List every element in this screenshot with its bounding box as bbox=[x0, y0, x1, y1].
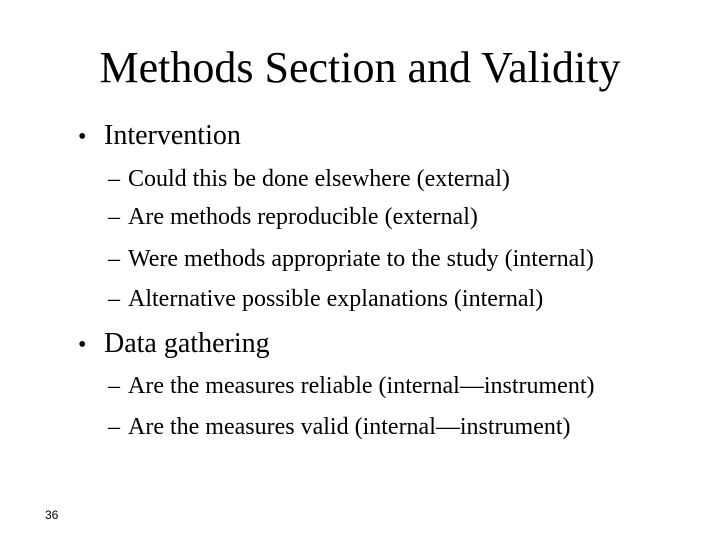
dash-marker: – bbox=[108, 166, 120, 192]
sub-item bbox=[108, 245, 594, 273]
dash-marker: – bbox=[108, 414, 120, 440]
bullet-label: Data gathering bbox=[104, 328, 270, 359]
bullet-marker: • bbox=[78, 124, 87, 150]
sub-item bbox=[108, 372, 595, 400]
sub-item-text: Are the measures valid (internal—instrument) bbox=[128, 414, 571, 440]
sub-item-text: Could this be done elsewhere (external) bbox=[128, 166, 510, 192]
slide-title: Methods Section and Validity bbox=[99, 43, 621, 92]
dash-marker: – bbox=[108, 373, 120, 399]
bullet-marker: • bbox=[78, 332, 87, 358]
bullet-intervention bbox=[78, 120, 241, 153]
sub-item-text: Are the measures reliable (internal—instrument) bbox=[128, 373, 595, 399]
dash-marker: – bbox=[108, 204, 120, 230]
sub-item bbox=[108, 413, 571, 441]
slide-number: 36 bbox=[45, 508, 59, 522]
dash-marker: – bbox=[108, 246, 120, 272]
bullet-data-gathering bbox=[78, 328, 270, 361]
sub-item bbox=[108, 285, 543, 313]
sub-item bbox=[108, 165, 510, 193]
sub-item-text: Alternative possible explanations (internal) bbox=[128, 286, 544, 312]
sub-item-text: Are methods reproducible (external) bbox=[128, 204, 478, 230]
bullet-label: Intervention bbox=[104, 120, 241, 151]
sub-item bbox=[108, 203, 478, 231]
dash-marker: – bbox=[108, 286, 120, 312]
sub-item-text: Were methods appropriate to the study (internal) bbox=[128, 246, 594, 272]
